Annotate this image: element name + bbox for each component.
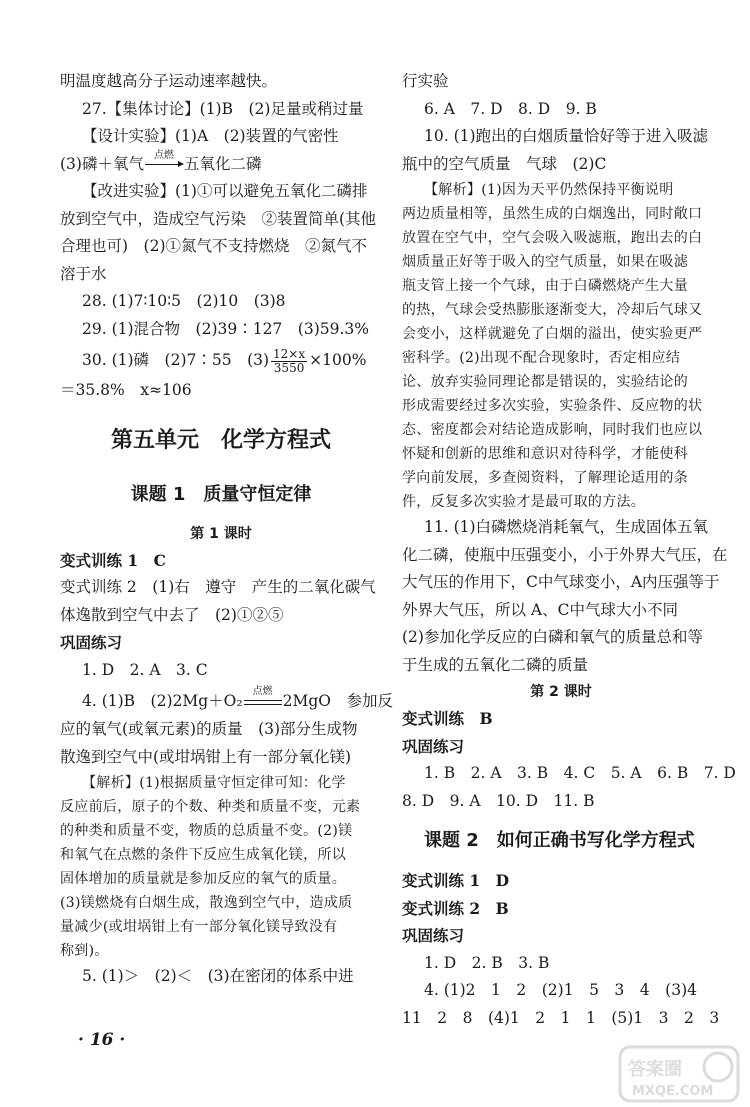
analysis-line: 固体增加的质量就是参加反应的氧气的质量。	[60, 871, 346, 887]
period-title: 第 1 课时	[190, 525, 252, 542]
text-line: 【改进实验】(1)①可以避免五氧化二磷排	[82, 182, 368, 200]
lesson-title: 课题 1 质量守恒定律	[130, 483, 312, 505]
text-line: 4. (1)2 1 2 (2)1 5 3 4 (3)4	[424, 981, 697, 999]
watermark-logo	[618, 1045, 740, 1103]
lesson-title: 课题 2 如何正确书写化学方程式	[424, 830, 695, 851]
text-line: 明温度越高分子运动速率越快。	[60, 72, 278, 90]
analysis-line: 两边质量相等，虽然生成的白烟逸出，同时敞口	[402, 206, 703, 222]
analysis-line: 【解析】(1)因为天平仍然保持平衡说明	[424, 182, 674, 198]
answer-29: 29. (1)混合物 (2)39∶127 (3)59.3%	[82, 319, 369, 338]
analysis-line: 【解析】(1)根据质量守恒定律可知：化学	[82, 775, 346, 791]
analysis-line: 烟质量正好等于吸入的空气质量，如果在吸滤	[402, 254, 688, 270]
text-line: 变式训练 2 B	[402, 898, 509, 918]
text-line: 变式训练 B	[402, 709, 493, 728]
section-label: 巩固练习	[60, 633, 123, 652]
equation-line: 4. (1)B (2)2Mg＋O₂ 点燃 2MgO 参加反	[60, 684, 382, 716]
text-line: 应的氧气(或氧元素)的质量 (3)部分生成物	[60, 720, 358, 738]
text-line: 溶于水	[60, 264, 107, 283]
analysis-line: 密科学。(2)出现不配合现象时，否定相应结	[402, 350, 681, 366]
text-line: 体逸散到空气中去了 (2)①②⑤	[60, 605, 284, 624]
answer-27: 27.【集体讨论】(1)B (2)足量或稍过量	[82, 99, 364, 118]
text-line: 于生成的五氧化二磷的质量	[402, 655, 589, 674]
analysis-line: 件，反复多次实验才是最可取的方法。	[402, 494, 646, 510]
period-title: 第 2 课时	[530, 684, 592, 700]
analysis-line: 放置在空气中，空气会吸入吸滤瓶，跑出去的白	[402, 230, 703, 246]
analysis-line: 的热，气球会受热膨胀逐渐变大，冷却后气球又	[402, 302, 703, 318]
text-line: 5. (1)＞ (2)＜ (3)在密闭的体系中进	[82, 967, 354, 985]
text-line: 大气压的作用下，C中气球变小，A内压强等于	[402, 573, 720, 591]
analysis-line: 论、放弃实验同理论都是错误的，实验结论的	[402, 374, 688, 390]
analysis-line: 称到)。	[60, 943, 109, 959]
analysis-line: 学向前发展，多查阅资料，了解理论适用的条	[402, 470, 688, 486]
section-label: 巩固练习	[402, 736, 465, 756]
text-line: 外界大气压，所以 A、C中气球大小不同	[402, 600, 678, 619]
text-line: 1. D 2. B 3. B	[424, 953, 550, 972]
analysis-line: 会变小，这样就避免了白烟的溢出，使实验更严	[402, 326, 703, 342]
text-line: 6. A 7. D 8. D 9. B	[424, 99, 597, 118]
analysis-line: 瓶支管上接一个气球，由于白磷燃烧产生大量	[402, 278, 688, 294]
equation-line: (3)磷＋氧气 点燃 五氧化二磷	[60, 151, 382, 179]
text-line: ＝35.8% x≈106	[60, 381, 192, 399]
text-line: 行实验	[402, 72, 449, 90]
text-line: 1. D 2. A 3. C	[82, 660, 208, 679]
analysis-line: (3)镁燃烧有白烟生成，散逸到空气中，造成质	[60, 895, 353, 911]
page-number: · 16 ·	[78, 1030, 126, 1050]
text-line: 10. (1)跑出的白烟质量恰好等于进入吸滤	[424, 127, 709, 145]
answer-28: 28. (1)7∶10∶5 (2)10 (3)8	[82, 292, 286, 310]
unit-title: 第五单元 化学方程式	[110, 427, 331, 453]
analysis-line: 反应前后，原子的个数、种类和质量不变，元素	[60, 799, 361, 815]
analysis-line: 量减少(或坩埚钳上有一部分氧化镁导致没有	[60, 919, 338, 935]
reaction-arrow: 点燃	[144, 151, 184, 179]
text-line: 【设计实验】(1)A (2)装置的气密性	[82, 127, 339, 145]
text-line: (2)参加化学反应的白磷和氧气的质量总和等	[402, 628, 703, 646]
analysis-line: 的种类和质量不变，物质的总质量不变。(2)镁	[60, 823, 353, 839]
analysis-line: 态、密度都会对结论造成影响，同时我们也应以	[402, 422, 703, 438]
section-label: 巩固练习	[402, 926, 465, 945]
text-line: 1. B 2. A 3. B 4. C 5. A 6. B 7. D	[424, 764, 736, 782]
text-line: 11. (1)白磷燃烧消耗氧气，生成固体五氧	[424, 518, 709, 536]
right-column	[402, 68, 736, 1032]
answer-30: 30. (1)磷 (2)7∶55 (3) $\frac{12\times x}{3550}$ ×100%	[82, 346, 367, 375]
svg-text:答案圈: 答案圈	[628, 1059, 682, 1080]
text-line: 变式训练 1 C	[60, 550, 167, 570]
text-line: 放到空气中，造成空气污染 ②装置简单(其他	[60, 209, 377, 228]
left-column	[60, 68, 393, 991]
text-line: 8. D 9. A 10. D 11. B	[402, 791, 595, 810]
text-line: 化二磷，使瓶中压强变小，小于外界大气压，在	[402, 545, 728, 564]
fraction: $\frac{12\times x}{3550}$	[273, 346, 306, 375]
reaction-equals: 点燃	[243, 684, 283, 718]
analysis-line: 形成需要经过多次实验，实验条件、反应物的状	[402, 398, 703, 414]
text-line: 散逸到空气中(或坩埚钳上有一部分氧化镁)	[60, 747, 352, 766]
text-line: 变式训练 1 D	[402, 871, 510, 890]
text-line: 11 2 8 (4)1 2 1 1 (5)1 3 2 3	[402, 1008, 720, 1027]
text-line: 变式训练 2 (1)右 遵守 产生的二氧化碳气	[60, 578, 376, 596]
text-line: 瓶中的空气质量 气球 (2)C	[402, 154, 607, 173]
analysis-line: 和氧气在点燃的条件下反应生成氧化镁，所以	[60, 847, 346, 863]
svg-text:MXQE.COM: MXQE.COM	[632, 1084, 714, 1099]
text-line: 合理也可) (2)①氮气不支持燃烧 ②氮气不	[60, 237, 368, 255]
analysis-line: 怀疑和创新的思维和意识对待科学，才能使科	[402, 446, 688, 462]
